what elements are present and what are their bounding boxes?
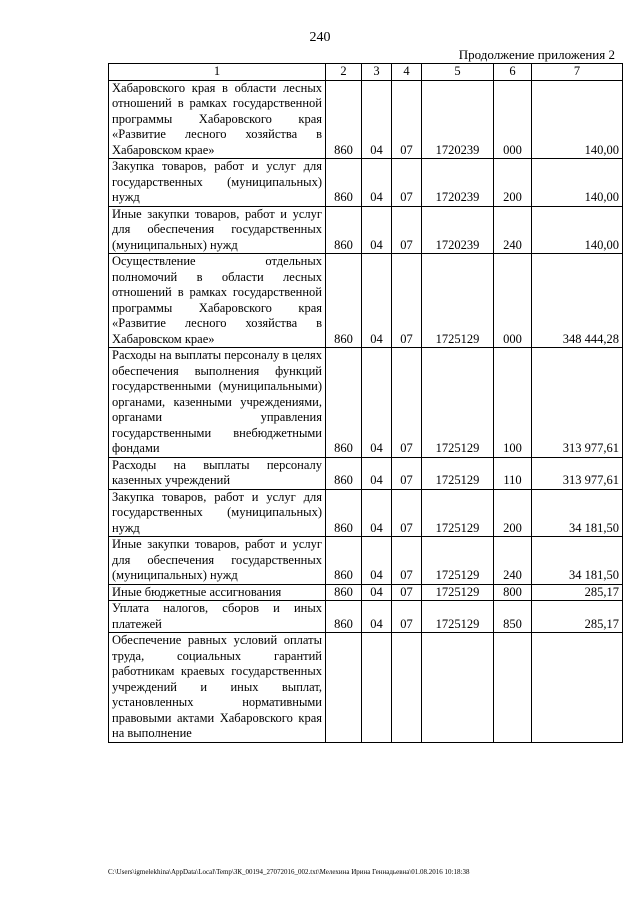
header-col-2: 2 <box>326 64 362 81</box>
cell-expense-type: 000 <box>494 80 532 159</box>
cell-expense-type: 110 <box>494 457 532 489</box>
cell-section: 04 <box>362 348 392 458</box>
cell-target-article: 1725129 <box>422 457 494 489</box>
cell-name: Иные бюджетные ассигнования <box>109 584 326 601</box>
cell-subsection: 07 <box>392 489 422 537</box>
header-col-3: 3 <box>362 64 392 81</box>
cell-subsection: 07 <box>392 601 422 633</box>
cell-amount: 348 444,28 <box>532 254 623 348</box>
cell-section: 04 <box>362 601 392 633</box>
cell-target-article: 1720239 <box>422 159 494 207</box>
table-row <box>109 489 623 537</box>
cell-amount: 34 181,50 <box>532 537 623 585</box>
page-number: 240 <box>309 30 331 45</box>
table-row <box>109 457 623 489</box>
cell-name: Закупка товаров, работ и услуг для государственных (муниципальных) нужд <box>109 489 326 537</box>
cell-subsection: 07 <box>392 254 422 348</box>
cell-target-article: 1725129 <box>422 537 494 585</box>
cell-target-article <box>422 633 494 743</box>
table-row <box>109 80 623 159</box>
cell-section: 04 <box>362 80 392 159</box>
cell-target-article: 1725129 <box>422 601 494 633</box>
cell-name: Иные закупки товаров, работ и услуг для обеспечения государственных (муниципальных) нужд <box>109 537 326 585</box>
cell-name: Уплата налогов, сборов и иных платежей <box>109 601 326 633</box>
cell-name: Обеспечение равных условий оплаты труда, социальных гарантий работникам краевых государственных учреждений и иных выплат, установленных нормативными правовыми актами Хабаровского края на выполнение <box>109 633 326 743</box>
cell-target-article: 1720239 <box>422 80 494 159</box>
header-row <box>109 64 623 81</box>
cell-expense-type: 800 <box>494 584 532 601</box>
cell-target-article: 1725129 <box>422 348 494 458</box>
cell-ministry-code: 860 <box>326 584 362 601</box>
header-col-4: 4 <box>392 64 422 81</box>
cell-subsection: 07 <box>392 537 422 585</box>
cell-ministry-code: 860 <box>326 206 362 254</box>
cell-ministry-code: 860 <box>326 159 362 207</box>
budget-table <box>108 63 623 743</box>
cell-section <box>362 633 392 743</box>
cell-ministry-code: 860 <box>326 601 362 633</box>
cell-target-article: 1720239 <box>422 206 494 254</box>
cell-subsection: 07 <box>392 80 422 159</box>
cell-name: Иные закупки товаров, работ и услуг для обеспечения государственных (муниципальных) нужд <box>109 206 326 254</box>
cell-amount: 34 181,50 <box>532 489 623 537</box>
cell-subsection: 07 <box>392 348 422 458</box>
cell-subsection: 07 <box>392 584 422 601</box>
cell-expense-type <box>494 633 532 743</box>
table-row <box>109 159 623 207</box>
cell-ministry-code: 860 <box>326 80 362 159</box>
footer-file-path: C:\Users\igmelekhina\AppData\Local\Temp\ЗК_00194_27072016_002.txt\Мелехина Ирина Геннадьевна\01.08.2016 10:18:38 <box>108 868 470 876</box>
cell-amount: 313 977,61 <box>532 348 623 458</box>
cell-ministry-code: 860 <box>326 254 362 348</box>
table-row <box>109 348 623 458</box>
cell-subsection: 07 <box>392 206 422 254</box>
cell-name: Расходы на выплаты персоналу в целях обеспечения выполнения функций государственными (муниципальными) органами, казенными учреждениями, органами управления государственными внебюджетными фондами <box>109 348 326 458</box>
cell-section: 04 <box>362 489 392 537</box>
cell-expense-type: 850 <box>494 601 532 633</box>
cell-ministry-code: 860 <box>326 537 362 585</box>
cell-amount: 285,17 <box>532 584 623 601</box>
cell-expense-type: 000 <box>494 254 532 348</box>
table-row <box>109 206 623 254</box>
cell-name: Закупка товаров, работ и услуг для государственных (муниципальных) нужд <box>109 159 326 207</box>
cell-target-article: 1725129 <box>422 584 494 601</box>
cell-section: 04 <box>362 254 392 348</box>
cell-subsection: 07 <box>392 457 422 489</box>
cell-amount: 140,00 <box>532 206 623 254</box>
table-row <box>109 537 623 585</box>
header-col-7: 7 <box>532 64 623 81</box>
cell-ministry-code: 860 <box>326 457 362 489</box>
header-col-1: 1 <box>109 64 326 81</box>
header-col-6: 6 <box>494 64 532 81</box>
cell-subsection: 07 <box>392 159 422 207</box>
header-col-5: 5 <box>422 64 494 81</box>
table-row <box>109 633 623 743</box>
cell-ministry-code <box>326 633 362 743</box>
cell-expense-type: 200 <box>494 489 532 537</box>
cell-ministry-code: 860 <box>326 348 362 458</box>
cell-name: Осуществление отдельных полномочий в области лесных отношений в рамках государственной программы Хабаровского края «Развитие лесного хозяйства в Хабаровском крае» <box>109 254 326 348</box>
cell-amount: 285,17 <box>532 601 623 633</box>
continuation-label: Продолжение приложения 2 <box>458 47 615 62</box>
cell-amount: 140,00 <box>532 80 623 159</box>
cell-section: 04 <box>362 206 392 254</box>
cell-target-article: 1725129 <box>422 489 494 537</box>
cell-section: 04 <box>362 159 392 207</box>
table-row <box>109 584 623 601</box>
cell-expense-type: 240 <box>494 537 532 585</box>
cell-section: 04 <box>362 584 392 601</box>
cell-section: 04 <box>362 537 392 585</box>
cell-name: Расходы на выплаты персоналу казенных учреждений <box>109 457 326 489</box>
cell-amount: 313 977,61 <box>532 457 623 489</box>
cell-amount <box>532 633 623 743</box>
cell-expense-type: 100 <box>494 348 532 458</box>
cell-section: 04 <box>362 457 392 489</box>
cell-expense-type: 200 <box>494 159 532 207</box>
table-row <box>109 601 623 633</box>
cell-expense-type: 240 <box>494 206 532 254</box>
table-row <box>109 254 623 348</box>
cell-target-article: 1725129 <box>422 254 494 348</box>
cell-subsection <box>392 633 422 743</box>
cell-name: Хабаровского края в области лесных отношений в рамках государственной программы Хабаровского края «Развитие лесного хозяйства в Хабаровском крае» <box>109 80 326 159</box>
cell-ministry-code: 860 <box>326 489 362 537</box>
cell-amount: 140,00 <box>532 159 623 207</box>
